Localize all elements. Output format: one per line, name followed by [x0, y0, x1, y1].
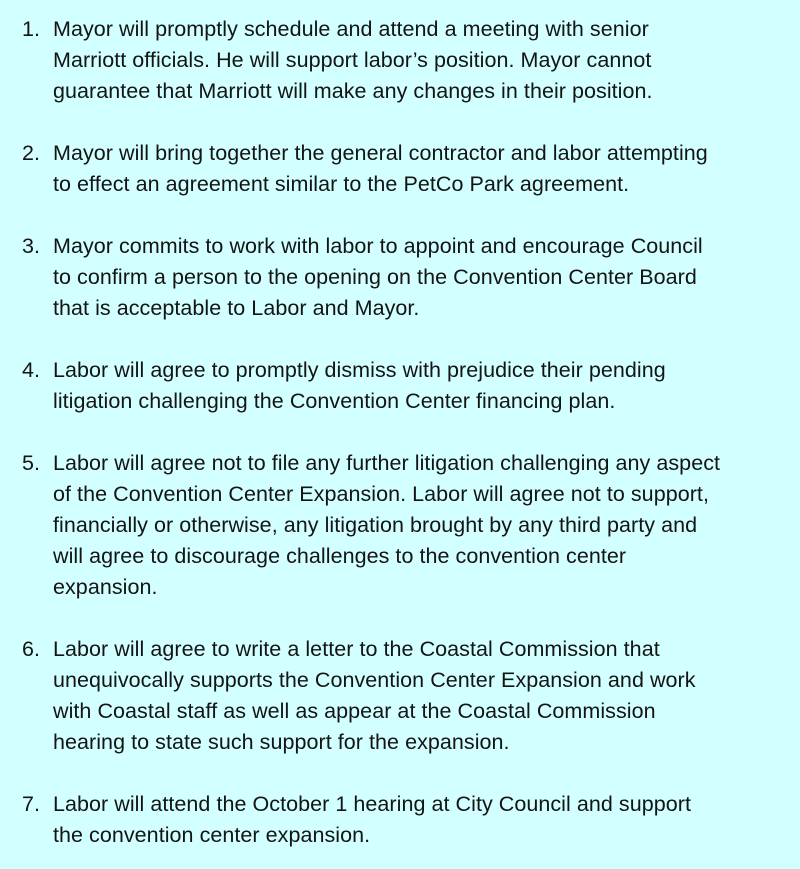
list-item-3	[22, 231, 780, 324]
list-item-5	[22, 448, 780, 603]
item-number: 5.	[22, 451, 41, 475]
item-number: 6.	[22, 637, 41, 661]
item-number: 3.	[22, 234, 41, 258]
item-text: Mayor will bring together the general contractor and labor attempting to effect an agreement similar to the PetCo Park agreement.	[53, 141, 708, 196]
item-text: Mayor commits to work with labor to appoint and encourage Council to confirm a person to the opening on the Convention Center Board that is acceptable to Labor and Mayor.	[53, 234, 703, 320]
list-item-7	[22, 789, 780, 851]
item-text: Labor will agree to write a letter to the Coastal Commission that unequivocally supports the Convention Center Expansion and work with Coastal staff as well as appear at the Coastal Commission hearing to state such support for the expansion.	[53, 637, 696, 754]
item-number: 2.	[22, 141, 41, 165]
list-item-6	[22, 634, 780, 758]
list-item-1	[22, 14, 780, 107]
item-text: Labor will agree not to file any further litigation challenging any aspect of the Convention Center Expansion. Labor will agree not to support, financially or otherwise, any litigation brought by any third party and will agree to discourage challenges to the convention center expansion.	[53, 451, 721, 599]
item-number: 1.	[22, 17, 41, 41]
item-number: 4.	[22, 358, 41, 382]
numbered-list	[22, 14, 780, 851]
list-item-4	[22, 355, 780, 417]
item-number: 7.	[22, 792, 41, 816]
item-text: Labor will attend the October 1 hearing at City Council and support the convention center expansion.	[53, 792, 691, 847]
list-item-2	[22, 138, 780, 200]
item-text: Labor will agree to promptly dismiss with prejudice their pending litigation challenging the Convention Center financing plan.	[53, 358, 666, 413]
item-text: Mayor will promptly schedule and attend a meeting with senior Marriott officials. He will support labor’s position. Mayor cannot guarantee that Marriott will make any changes in their position.	[53, 17, 653, 103]
